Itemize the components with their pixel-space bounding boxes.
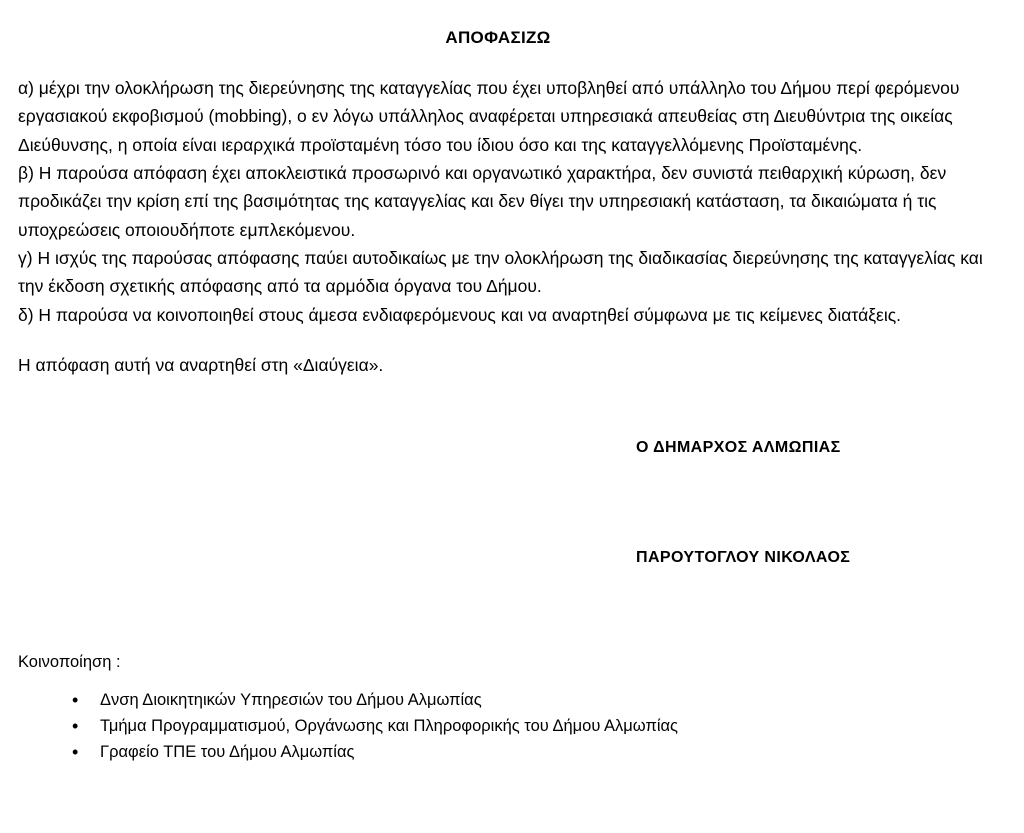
list-item: • Γραφείο ΤΠΕ του Δήμου Αλμωπίας (72, 740, 988, 766)
decision-paragraph-c: γ) Η ισχύς της παρούσας απόφασης παύει αυτοδικαίως με την ολοκλήρωση της διαδικασίας διερεύνησης της καταγγελίας και την έκδοση σχετικής απόφασης από τα αρμόδια όργανα του Δήμου. (18, 248, 983, 297)
list-item: • Δνση Διοικητηικών Υπηρεσιών του Δήμου Αλμωπίας (72, 688, 988, 714)
decision-paragraph-b: β) Η παρούσα απόφαση έχει αποκλειστικά προσωρινό και οργανωτικό χαρακτήρα, δεν συνιστά πειθαρχική κύρωση, δεν προδικάζει την κρίση επί της βασιμότητας της καταγγελίας και δεν θίγει την υπηρεσιακή κατάσταση, τα δικαιώματα ή τις υποχρεώσεις οποιουδήποτε εμπλεκόμενου. (18, 163, 947, 240)
notification-list (18, 688, 988, 765)
document-body (18, 74, 988, 379)
notification-label: Κοινοποίηση : (18, 653, 121, 672)
document-title: ΑΠΟΦΑΣΙΖΩ (445, 28, 551, 47)
decision-paragraph-a: α) μέχρι την ολοκλήρωση της διερεύνησης της καταγγελίας που έχει υποβληθεί από υπάλληλο του Δήμου περί φερόμενου εργασιακού εκφοβισμού (mobbing), ο εν λόγω υπάλληλος αναφέρεται υπηρεσιακά απευθείας στη Διευθύντρια της οικείας Διεύθυνσης, η οποία είναι ιεραρχικά προϊσταμένη τόσο του ίδιου όσο και της καταγγελλόμενης Προϊσταμένης. (18, 78, 960, 155)
closing-note: Η απόφαση αυτή να αναρτηθεί στη «Διαύγεια». (18, 355, 384, 376)
signature-block (18, 439, 988, 567)
list-item: • Τμήμα Προγραμματισμού, Οργάνωσης και Πληροφορικής του Δήμου Αλμωπίας (72, 714, 988, 740)
decision-paragraph-d: δ) Η παρούσα να κοινοποιηθεί στους άμεσα ενδιαφερόμενους και να αναρτηθεί σύμφωνα με τις κείμενες διατάξεις. (18, 304, 902, 325)
signer-role: Ο ΔΗΜΑΡΧΟΣ ΑΛΜΩΠΙΑΣ (636, 439, 841, 457)
signer-name: ΠΑΡΟΥΤΟΓΛΟΥ ΝΙΚΟΛΑΟΣ (636, 549, 851, 567)
